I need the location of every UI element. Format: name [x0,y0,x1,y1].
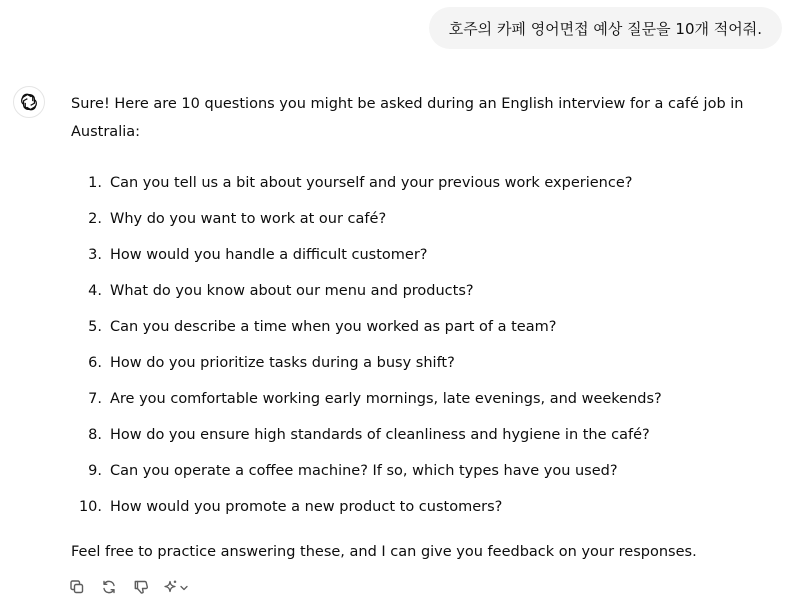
message-action-bar [66,576,194,598]
question-list [71,165,771,525]
list-item-text: How would you handle a difficult customer? [110,247,428,263]
list-item-number: 9. [88,463,102,479]
user-message-bubble [429,7,782,49]
list-item-number: 7. [88,391,102,407]
user-message-text: 호주의 카페 영어면접 예상 질문을 10개 적어줘. [448,19,762,38]
list-item-number: 10. [78,499,102,515]
list-item-text: How would you promote a new product to customers? [110,499,503,515]
thumbs-down-icon [133,579,149,595]
list-item [71,381,771,417]
list-item-number: 5. [88,319,102,335]
list-item [71,237,771,273]
list-item-text: Are you comfortable working early mornings, late evenings, and weekends? [110,391,662,407]
list-item-number: 4. [88,283,102,299]
list-item-number: 8. [88,427,102,443]
thumbs-down-button[interactable] [130,576,152,598]
regenerate-button[interactable] [98,576,120,598]
list-item-text: How do you prioritize tasks during a busy shift? [110,355,455,371]
chevron-down-wrapper [179,578,189,597]
assistant-message [71,90,771,525]
list-item-text: Can you operate a coffee machine? If so, which types have you used? [110,463,618,479]
list-item-text: How do you ensure high standards of cleanliness and hygiene in the café? [110,427,650,443]
model-switch-button[interactable] [162,576,194,598]
list-item [71,345,771,381]
list-item-text: Can you tell us a bit about yourself and your previous work experience? [110,175,633,191]
list-item-text: Why do you want to work at our café? [110,211,387,227]
openai-logo-icon [19,92,39,112]
list-item [71,201,771,237]
regenerate-icon [101,579,117,595]
copy-button[interactable] [66,576,88,598]
list-item-number: 2. [88,211,102,227]
assistant-intro-text: Sure! Here are 10 questions you might be asked during an English interview for a café job in Australia: [71,96,744,140]
list-item [71,273,771,309]
assistant-outro-text: Feel free to practice answering these, and I can give you feedback on your responses. [71,544,697,560]
assistant-avatar [13,86,45,118]
list-item [71,309,771,345]
list-item [71,417,771,453]
list-item [71,453,771,489]
list-item-text: Can you describe a time when you worked as part of a team? [110,319,557,335]
copy-icon [69,579,85,595]
list-item-number: 6. [88,355,102,371]
chevron-down-icon [179,583,189,593]
list-item-number: 3. [88,247,102,263]
list-item-number: 1. [88,175,102,191]
sparkle-icon [162,579,178,595]
list-item-text: What do you know about our menu and products? [110,283,474,299]
list-item [71,165,771,201]
list-item [71,489,771,525]
